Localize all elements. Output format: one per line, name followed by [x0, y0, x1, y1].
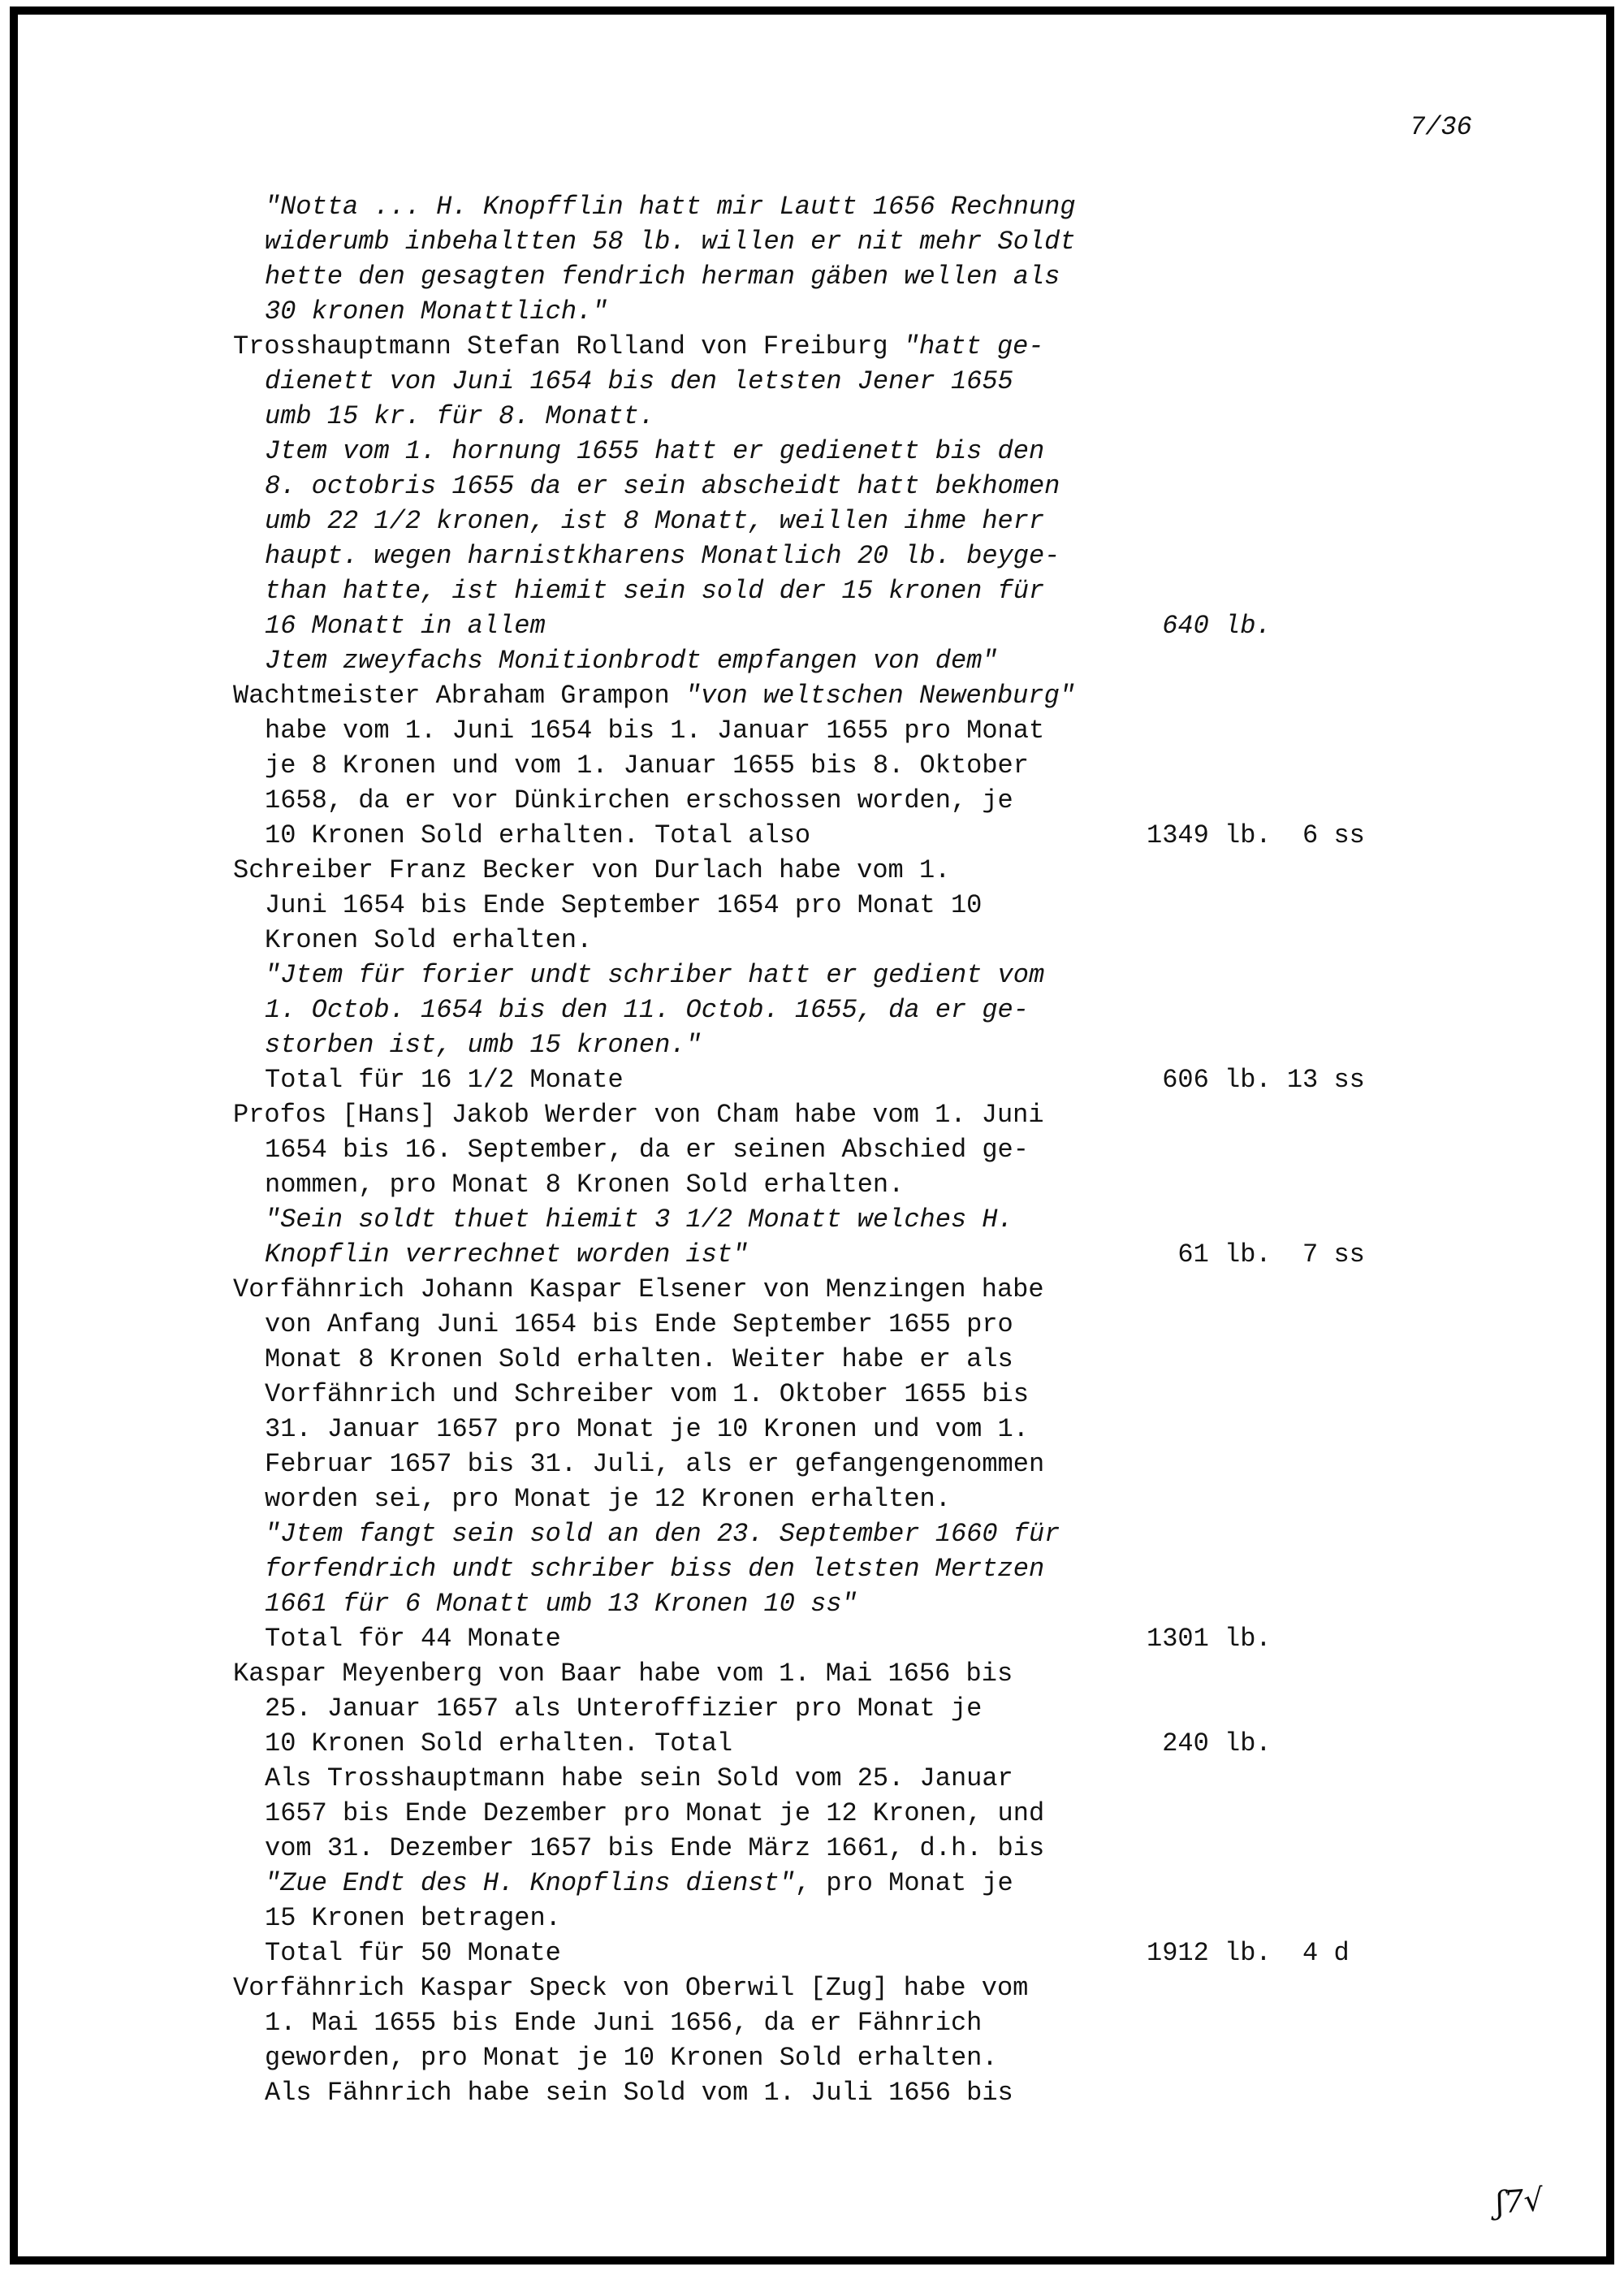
text-segment: Schreiber Franz Becker von Durlach habe vom 1. — [233, 855, 951, 885]
text-line — [233, 1272, 1581, 1307]
quoted-text-segment: Jtem vom 1. hornung 1655 hatt er gedienett bis den — [265, 436, 1045, 466]
text-segment: Vorfähnrich und Schreiber vom 1. Oktober 1655 bis — [265, 1379, 1029, 1409]
text-line — [233, 1866, 1581, 1901]
text-segment: vom 31. Dezember 1657 bis Ende März 1661, d.h. bis — [265, 1833, 1045, 1863]
quoted-text-segment: umb 22 1/2 kronen, ist 8 Monatt, weillen ihme herr — [265, 506, 1045, 536]
quoted-text-segment: umb 15 kr. für 8. Monatt. — [265, 401, 655, 431]
text-segment: Total für 50 Monate — [265, 1938, 561, 1968]
amount-value: 640 lb. — [1147, 611, 1272, 641]
quoted-text-segment: dienett von Juni 1654 bis den letsten Jener 1655 — [265, 366, 1013, 396]
text-segment: 10 Kronen Sold erhalten. Total also — [265, 820, 811, 850]
quoted-text-segment: "Jtem fangt sein sold an den 23. September 1660 für — [265, 1519, 1060, 1549]
text-line — [233, 2040, 1581, 2075]
text-line — [233, 958, 1581, 993]
text-line — [233, 1482, 1581, 1516]
text-line — [233, 748, 1581, 783]
quoted-text-segment: 30 kronen Monattlich." — [265, 296, 608, 327]
text-segment: Als Trosshauptmann habe sein Sold vom 25. Januar — [265, 1763, 1013, 1793]
text-line — [233, 608, 1581, 643]
text-line — [233, 1377, 1581, 1412]
text-line — [233, 1307, 1581, 1342]
text-segment: Trosshauptmann Stefan Rolland von Freiburg — [233, 331, 904, 361]
text-line — [233, 1901, 1581, 1936]
text-line — [233, 1237, 1581, 1272]
text-line — [233, 993, 1581, 1027]
quoted-text-segment: Knopflin verrechnet worden ist" — [265, 1239, 749, 1270]
text-line — [233, 434, 1581, 469]
text-line — [233, 504, 1581, 539]
text-segment: Monat 8 Kronen Sold erhalten. Weiter habe er als — [265, 1344, 1013, 1374]
text-line — [233, 1551, 1581, 1586]
text-line — [233, 783, 1581, 818]
text-segment: 15 Kronen betragen. — [265, 1903, 561, 1933]
amount-value: 606 lb. 13 ss — [1147, 1065, 1365, 1095]
text-segment: Kronen Sold erhalten. — [265, 925, 593, 955]
quoted-text-segment: widerumb inbehaltten 58 lb. willen er nit mehr Soldt — [265, 227, 1076, 257]
text-line — [233, 1132, 1581, 1167]
quoted-text-segment: Jtem zweyfachs Monitionbrodt empfangen von dem" — [265, 646, 998, 676]
text-line — [233, 294, 1581, 329]
text-line — [233, 259, 1581, 294]
text-segment: 1657 bis Ende Dezember pro Monat je 12 Kronen, und — [265, 1798, 1045, 1828]
text-line — [233, 1621, 1581, 1656]
quoted-text-segment: storben ist, umb 15 kronen." — [265, 1030, 702, 1060]
text-line — [233, 224, 1581, 259]
text-line — [233, 469, 1581, 504]
text-segment: Juni 1654 bis Ende September 1654 pro Monat 10 — [265, 890, 983, 920]
page-number: 7/36 — [1410, 112, 1472, 142]
text-line — [233, 1447, 1581, 1482]
text-line — [233, 2075, 1581, 2110]
text-segment: Februar 1657 bis 31. Juli, als er gefangengenommen — [265, 1449, 1045, 1479]
text-line — [233, 643, 1581, 678]
text-line — [233, 1761, 1581, 1796]
text-segment: Wachtmeister Abraham Grampon — [233, 681, 685, 711]
handwritten-annotation: ʃ7√ — [1494, 2182, 1545, 2221]
text-line — [233, 818, 1581, 853]
text-line — [233, 678, 1581, 713]
quoted-text-segment: than hatte, ist hiemit sein sold der 15 kronen für — [265, 576, 1045, 606]
document-text-block — [233, 189, 1581, 2110]
quoted-text-segment: "Notta ... H. Knopfflin hatt mir Lautt 1656 Rechnung — [265, 192, 1076, 222]
text-segment: geworden, pro Monat je 10 Kronen Sold erhalten. — [265, 2043, 998, 2073]
amount-value: 1301 lb. — [1147, 1624, 1272, 1654]
text-line — [233, 1202, 1581, 1237]
text-line — [233, 853, 1581, 888]
text-segment: nommen, pro Monat 8 Kronen Sold erhalten. — [265, 1170, 905, 1200]
text-segment: je 8 Kronen und vom 1. Januar 1655 bis 8. Oktober — [265, 751, 1029, 781]
amount-value: 1349 lb. 6 ss — [1147, 820, 1365, 850]
text-line — [233, 1936, 1581, 1970]
text-line — [233, 1027, 1581, 1062]
quoted-text-segment: forfendrich undt schriber biss den letsten Mertzen — [265, 1554, 1045, 1584]
text-segment: 1. Mai 1655 bis Ende Juni 1656, da er Fähnrich — [265, 2008, 983, 2038]
quoted-text-segment: "hatt ge- — [903, 331, 1044, 361]
text-line — [233, 539, 1581, 573]
text-segment: Kaspar Meyenberg von Baar habe vom 1. Mai 1656 bis — [233, 1659, 1013, 1689]
text-line — [233, 1342, 1581, 1377]
amount-value: 1912 lb. 4 d — [1147, 1938, 1350, 1968]
quoted-text-segment: "Jtem für forier undt schriber hatt er gedient vom — [265, 960, 1045, 990]
text-segment: 25. Januar 1657 als Unteroffizier pro Monat je — [265, 1694, 983, 1724]
text-line — [233, 1516, 1581, 1551]
quoted-text-segment: 1. Octob. 1654 bis den 11. Octob. 1655, da er ge- — [265, 995, 1029, 1025]
text-line — [233, 1097, 1581, 1132]
text-line — [233, 364, 1581, 399]
text-line — [233, 1167, 1581, 1202]
text-segment: habe vom 1. Juni 1654 bis 1. Januar 1655 pro Monat — [265, 716, 1045, 746]
text-segment: , pro Monat je — [794, 1868, 1013, 1898]
quoted-text-segment: 16 Monatt in allem — [265, 611, 546, 641]
text-segment: Vorfähnrich Johann Kaspar Elsener von Menzingen habe — [233, 1274, 1044, 1304]
text-line — [233, 888, 1581, 923]
text-segment: Total för 44 Monate — [265, 1624, 561, 1654]
text-line — [233, 923, 1581, 958]
text-segment: 1658, da er vor Dünkirchen erschossen worden, je — [265, 785, 1013, 815]
text-segment: 31. Januar 1657 pro Monat je 10 Kronen und vom 1. — [265, 1414, 1029, 1444]
text-line — [233, 713, 1581, 748]
text-segment: Total für 16 1/2 Monate — [265, 1065, 624, 1095]
text-line — [233, 1656, 1581, 1691]
text-line — [233, 1796, 1581, 1831]
quoted-text-segment: 1661 für 6 Monatt umb 13 Kronen 10 ss" — [265, 1589, 857, 1619]
quoted-text-segment: "Sein soldt thuet hiemit 3 1/2 Monatt welches H. — [265, 1205, 1013, 1235]
text-segment: von Anfang Juni 1654 bis Ende September 1655 pro — [265, 1309, 1013, 1339]
text-segment: 10 Kronen Sold erhalten. Total — [265, 1728, 733, 1758]
text-segment: 1654 bis 16. September, da er seinen Abschied ge- — [265, 1135, 1029, 1165]
amount-value: 61 lb. 7 ss — [1147, 1239, 1365, 1270]
quoted-text-segment: haupt. wegen harnistkharens Monatlich 20 lb. beyge- — [265, 541, 1060, 571]
text-segment: Vorfähnrich Kaspar Speck von Oberwil [Zug] habe vom — [233, 1973, 1029, 2003]
text-segment: Profos [Hans] Jakob Werder von Cham habe vom 1. Juni — [233, 1100, 1044, 1130]
text-line — [233, 573, 1581, 608]
text-line — [233, 1831, 1581, 1866]
text-line — [233, 1586, 1581, 1621]
text-line — [233, 1062, 1581, 1097]
quoted-text-segment: "Zue Endt des H. Knopflins dienst" — [265, 1868, 795, 1898]
quoted-text-segment: "von weltschen Newenburg" — [685, 681, 1075, 711]
text-line — [233, 2005, 1581, 2040]
text-line — [233, 189, 1581, 224]
text-line — [233, 1970, 1581, 2005]
text-segment: Als Fähnrich habe sein Sold vom 1. Juli 1656 bis — [265, 2078, 1013, 2108]
text-line — [233, 399, 1581, 434]
text-line — [233, 1691, 1581, 1726]
text-segment: worden sei, pro Monat je 12 Kronen erhalten. — [265, 1484, 951, 1514]
text-line — [233, 1412, 1581, 1447]
quoted-text-segment: hette den gesagten fendrich herman gäben wellen als — [265, 262, 1060, 292]
quoted-text-segment: 8. octobris 1655 da er sein abscheidt hatt bekhomen — [265, 471, 1060, 501]
amount-value: 240 lb. — [1147, 1728, 1272, 1758]
text-line — [233, 329, 1581, 364]
text-line — [233, 1726, 1581, 1761]
